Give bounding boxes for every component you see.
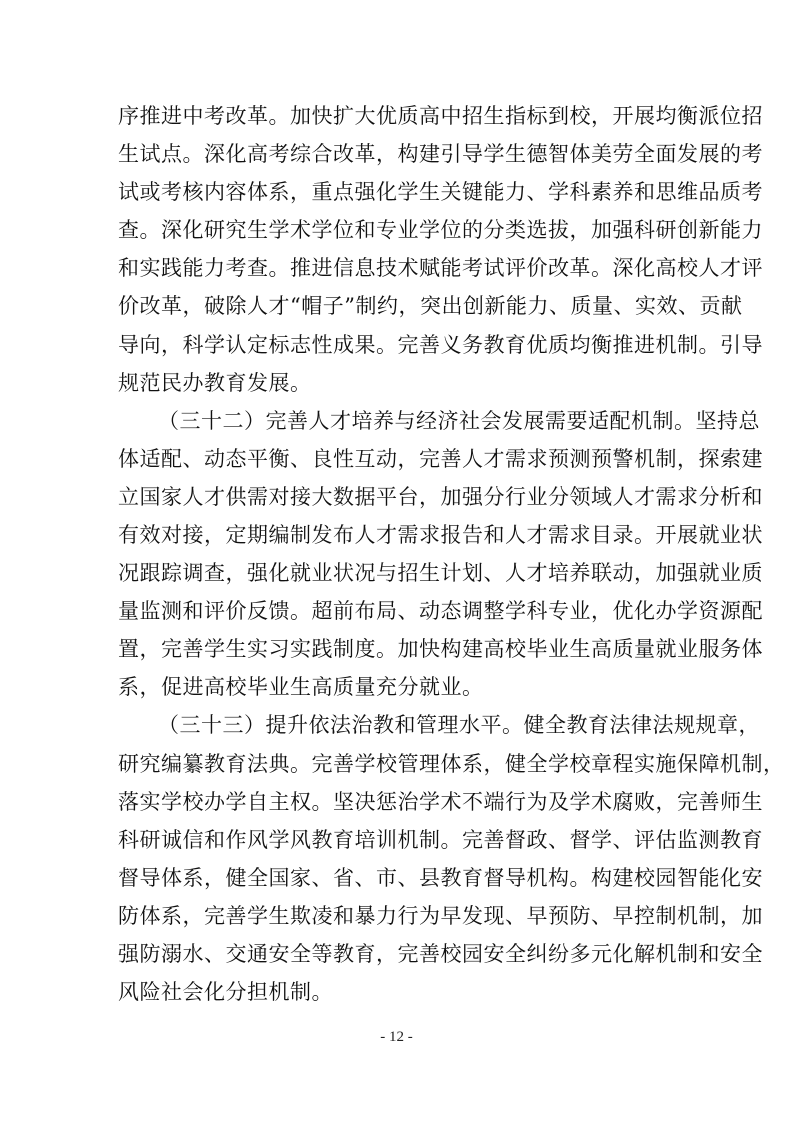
text-line: 风险社会化分担机制。 <box>118 980 333 1004</box>
text-line: 序推进中考改革。加快扩大优质高中招生指标到校，开展均衡派位招 <box>118 104 763 128</box>
text-line: 有效对接，定期编制发布人才需求报告和人才需求目录。开展就业状 <box>118 523 763 547</box>
text-line: 强防溺水、交通安全等教育，完善校园安全纠纷多元化解机制和安全 <box>118 941 763 966</box>
text-line: 防体系，完善学生欺凌和暴力行为早发现、早预防、早控制机制，加 <box>118 903 763 928</box>
text-line: 量监测和评价反馈。超前布局、动态调整学科专业，优化办学资源配 <box>118 599 763 624</box>
text-line: 研究编纂教育法典。完善学校管理体系，健全学校章程实施保障机制， <box>118 751 785 776</box>
text-line: 试或考核内容体系，重点强化学生关键能力、学科素养和思维品质考 <box>118 180 763 205</box>
text-line: 置，完善学生实习实践制度。加快构建高校毕业生高质量就业服务体 <box>118 637 763 662</box>
text-line: 导向，科学认定标志性成果。完善义务教育优质均衡推进机制。引导 <box>118 332 763 357</box>
text-line: 科研诚信和作风学风教育培训机制。完善督政、督学、评估监测教育 <box>118 827 763 852</box>
text-line: 况跟踪调查，强化就业状况与招生计划、人才培养联动，加强就业质 <box>118 561 763 585</box>
page-number: - 12 - <box>380 1029 413 1045</box>
text-line: 价改革，破除人才“帽子”制约，突出创新能力、质量、实效、贡献 <box>118 294 743 319</box>
text-line: 立国家人才供需对接大数据平台，加强分行业分领域人才需求分析和 <box>118 484 763 509</box>
text-line: 体适配、动态平衡、良性互动，完善人才需求预测预警机制，探索建 <box>118 446 763 471</box>
text-line: 查。深化研究生学术学位和专业学位的分类选拔，加强科研创新能力 <box>118 218 763 243</box>
text-line: 和实践能力考查。推进信息技术赋能考试评价改革。深化高校人才评 <box>118 256 763 281</box>
section-heading-line: （三十二）完善人才培养与经济社会发展需要适配机制。坚持总 <box>158 408 760 433</box>
text-line: 落实学校办学自主权。坚决惩治学术不端行为及学术腐败，完善师生 <box>118 789 763 814</box>
section-heading-line: （三十三）提升依法治教和管理水平。健全教育法律法规规章， <box>158 713 760 738</box>
text-line: 规范民办教育发展。 <box>118 370 312 395</box>
text-line: 生试点。深化高考综合改革，构建引导学生德智体美劳全面发展的考 <box>118 142 763 167</box>
text-line: 系，促进高校毕业生高质量充分就业。 <box>118 675 484 700</box>
text-line: 督导体系，健全国家、省、市、县教育督导机构。构建校园智能化安 <box>118 865 763 890</box>
